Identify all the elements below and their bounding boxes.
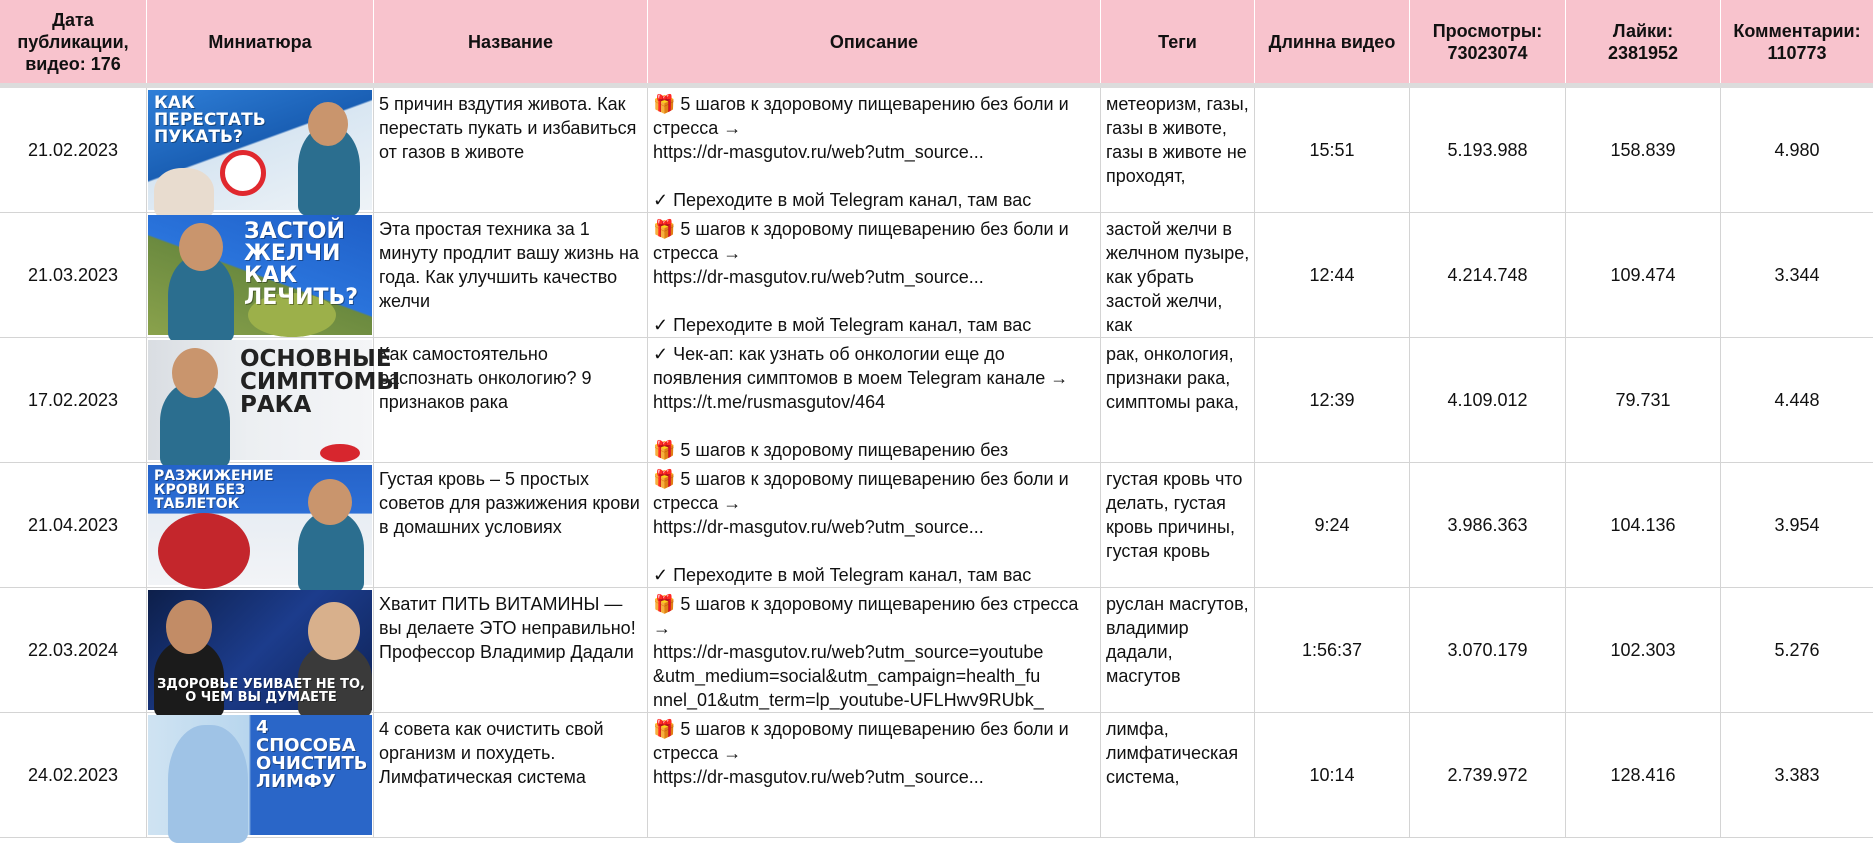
comments-cell[interactable]: 4.448 <box>1774 390 1820 410</box>
title-cell[interactable]: Хватит ПИТЬ ВИТАМИНЫ — вы делаете ЭТО неправильно! Профессор Владимир Дадали <box>374 588 648 712</box>
tags-cell[interactable]: руслан масгутов, владимир дадали, масгутов <box>1101 588 1255 712</box>
person-head <box>166 600 212 654</box>
description-cell[interactable]: 🎁 5 шагов к здоровому пищеварению без стресса → https://dr-masgutov.ru/web?utm_source=youtube &utm_medium=social&utm_campaign=health_fu nnel_01&utm_term=lp_youtube-UFLHwv9RUbk_ <box>648 588 1101 712</box>
person-head <box>308 602 360 660</box>
header-thumbnail[interactable]: Миниатюра <box>147 0 374 83</box>
header-likes[interactable]: Лайки: 2381952 <box>1566 0 1721 83</box>
title-cell[interactable]: 4 совета как очистить свой организм и похудеть. Лимфатическая система <box>374 713 648 837</box>
description-cell[interactable]: 🎁 5 шагов к здоровому пищеварению без боли и стресса → https://dr-masgutov.ru/web?utm_source... <box>648 713 1101 837</box>
description-cell[interactable]: 🎁 5 шагов к здоровому пищеварению без боли и стресса → https://dr-masgutov.ru/web?utm_source... ✓ Переходите в мой Telegram канал, там вас <box>648 213 1101 337</box>
comments-cell[interactable]: 5.276 <box>1774 640 1820 660</box>
description-cell[interactable]: 🎁 5 шагов к здоровому пищеварению без боли и стресса → https://dr-masgutov.ru/web?utm_source... ✓ Переходите в мой Telegram канал, там вас <box>648 463 1101 587</box>
likes-cell[interactable]: 104.136 <box>1566 463 1721 587</box>
header-tags[interactable]: Теги <box>1101 0 1255 83</box>
thumbnail-image <box>148 590 372 710</box>
person-head <box>172 348 218 398</box>
comments-cell[interactable]: 3.344 <box>1774 265 1820 285</box>
comments-cell[interactable]: 4.980 <box>1774 140 1820 160</box>
likes-cell[interactable]: 102.303 <box>1566 588 1721 712</box>
tags-cell[interactable]: застой желчи в желчном пузыре, как убрать застой желчи, как <box>1101 213 1255 337</box>
views-cell[interactable]: 2.739.972 <box>1410 713 1566 837</box>
person-head <box>179 223 223 271</box>
title-cell[interactable]: 5 причин вздутия живота. Как перестать пукать и избавиться от газов в животе <box>374 88 648 212</box>
thumbnail-cell[interactable] <box>147 463 374 587</box>
views-cell[interactable]: 4.109.012 <box>1410 338 1566 462</box>
table-row <box>0 463 1873 588</box>
thumbnail-caption: 4 СПОСОБА ОЧИСТИТЬ ЛИМФУ <box>256 717 368 792</box>
title-cell[interactable]: Эта простая техника за 1 минуту продлит вашу жизнь на года. Как улучшить качество желчи <box>374 213 648 337</box>
person-figure <box>154 168 214 218</box>
length-cell[interactable]: 15:51 <box>1255 88 1410 212</box>
thumbnail-cell[interactable] <box>147 88 374 212</box>
description-cell[interactable]: ✓ Чек-ап: как узнать об онкологии еще до появления симптомов в моем Telegram канале → https://t.me/rusmasgutov/464 🎁 5 шагов к здоровому пищеварению без <box>648 338 1101 462</box>
date-cell[interactable]: 17.02.2023 <box>0 338 147 462</box>
thumbnail-caption: ЗАСТОЙ ЖЕЛЧИ КАК ЛЕЧИТЬ? <box>244 219 359 310</box>
date-cell[interactable]: 21.02.2023 <box>0 88 147 212</box>
thumbnail-image <box>148 340 401 460</box>
length-cell[interactable]: 1:56:37 <box>1255 588 1410 712</box>
header-length[interactable]: Длинна видео <box>1255 0 1410 83</box>
comments-cell[interactable]: 3.954 <box>1774 515 1820 535</box>
views-cell[interactable]: 4.214.748 <box>1410 213 1566 337</box>
views-cell[interactable]: 3.070.179 <box>1410 588 1566 712</box>
length-cell[interactable]: 9:24 <box>1255 463 1410 587</box>
thumbnail-image <box>148 90 372 210</box>
thumbnail-caption: КАК ПЕРЕСТАТЬ ПУКАТЬ? <box>154 93 266 147</box>
person-head <box>308 479 352 525</box>
views-cell[interactable]: 5.193.988 <box>1410 88 1566 212</box>
thumbnail-image <box>148 465 372 585</box>
thumbnail-cell[interactable] <box>147 338 401 462</box>
table-row <box>0 713 1873 838</box>
header-title[interactable]: Название <box>374 0 648 83</box>
date-cell[interactable]: 21.04.2023 <box>0 463 147 587</box>
length-cell[interactable]: 10:14 <box>1255 713 1410 837</box>
thumbnail-image <box>148 715 372 835</box>
header-date[interactable]: Дата публикации, видео: 176 <box>0 0 147 83</box>
length-cell[interactable]: 12:44 <box>1255 213 1410 337</box>
blood-cells-icon <box>158 513 250 589</box>
likes-cell[interactable]: 109.474 <box>1566 213 1721 337</box>
likes-cell[interactable]: 79.731 <box>1566 338 1721 462</box>
thumbnail-caption: РАЗЖИЖЕНИЕ КРОВИ БЕЗ ТАБЛЕТОК <box>154 468 274 512</box>
thumbnail-caption: ЗДОРОВЬЕ УБИВАЕТ НЕ ТО, О ЧЕМ ВЫ ДУМАЕТЕ <box>157 677 365 705</box>
date-cell[interactable]: 22.03.2024 <box>0 588 147 712</box>
date-cell[interactable]: 24.02.2023 <box>0 713 147 837</box>
thumbnail-caption: ОСНОВНЫЕ СИМПТОМЫ РАКА <box>240 346 401 418</box>
tags-cell[interactable]: метеоризм, газы, газы в животе, газы в животе не проходят, <box>1101 88 1255 212</box>
likes-cell[interactable]: 128.416 <box>1566 713 1721 837</box>
length-cell[interactable]: 12:39 <box>1255 338 1410 462</box>
header-description[interactable]: Описание <box>648 0 1101 83</box>
red-blob-icon <box>320 444 360 462</box>
thumbnail-cell[interactable] <box>147 588 374 712</box>
title-cell[interactable]: Как самостоятельно распознать онкологию? 9 признаков рака <box>374 338 648 462</box>
anatomy-figure <box>168 725 248 843</box>
tags-cell[interactable]: густая кровь что делать, густая кровь причины, густая кровь <box>1101 463 1255 587</box>
views-cell[interactable]: 3.986.363 <box>1410 463 1566 587</box>
comments-cell[interactable]: 3.383 <box>1774 765 1820 785</box>
table-row <box>0 588 1873 713</box>
table-row <box>0 88 1873 213</box>
thumbnail-image <box>148 215 372 335</box>
title-cell[interactable]: Густая кровь – 5 простых советов для разжижения крови в домашних условиях <box>374 463 648 587</box>
header-comments[interactable]: Комментарии: 110773 <box>1733 20 1861 63</box>
description-cell[interactable]: 🎁 5 шагов к здоровому пищеварению без боли и стресса → https://dr-masgutov.ru/web?utm_source... ✓ Переходите в мой Telegram канал, там вас <box>648 88 1101 212</box>
tags-cell[interactable]: лимфа, лимфатическая система, <box>1101 713 1255 837</box>
thumbnail-cell[interactable] <box>147 213 374 337</box>
no-sign-icon <box>220 150 266 196</box>
table-row <box>0 338 1873 463</box>
header-row <box>0 0 1873 88</box>
date-cell[interactable]: 21.03.2023 <box>0 213 147 337</box>
tags-cell[interactable]: рак, онкология, признаки рака, симптомы рака, <box>1101 338 1255 462</box>
likes-cell[interactable]: 158.839 <box>1566 88 1721 212</box>
thumbnail-cell[interactable] <box>147 713 374 837</box>
person-head <box>308 102 348 146</box>
table-row <box>0 213 1873 338</box>
header-views[interactable]: Просмотры: 73023074 <box>1410 0 1566 83</box>
